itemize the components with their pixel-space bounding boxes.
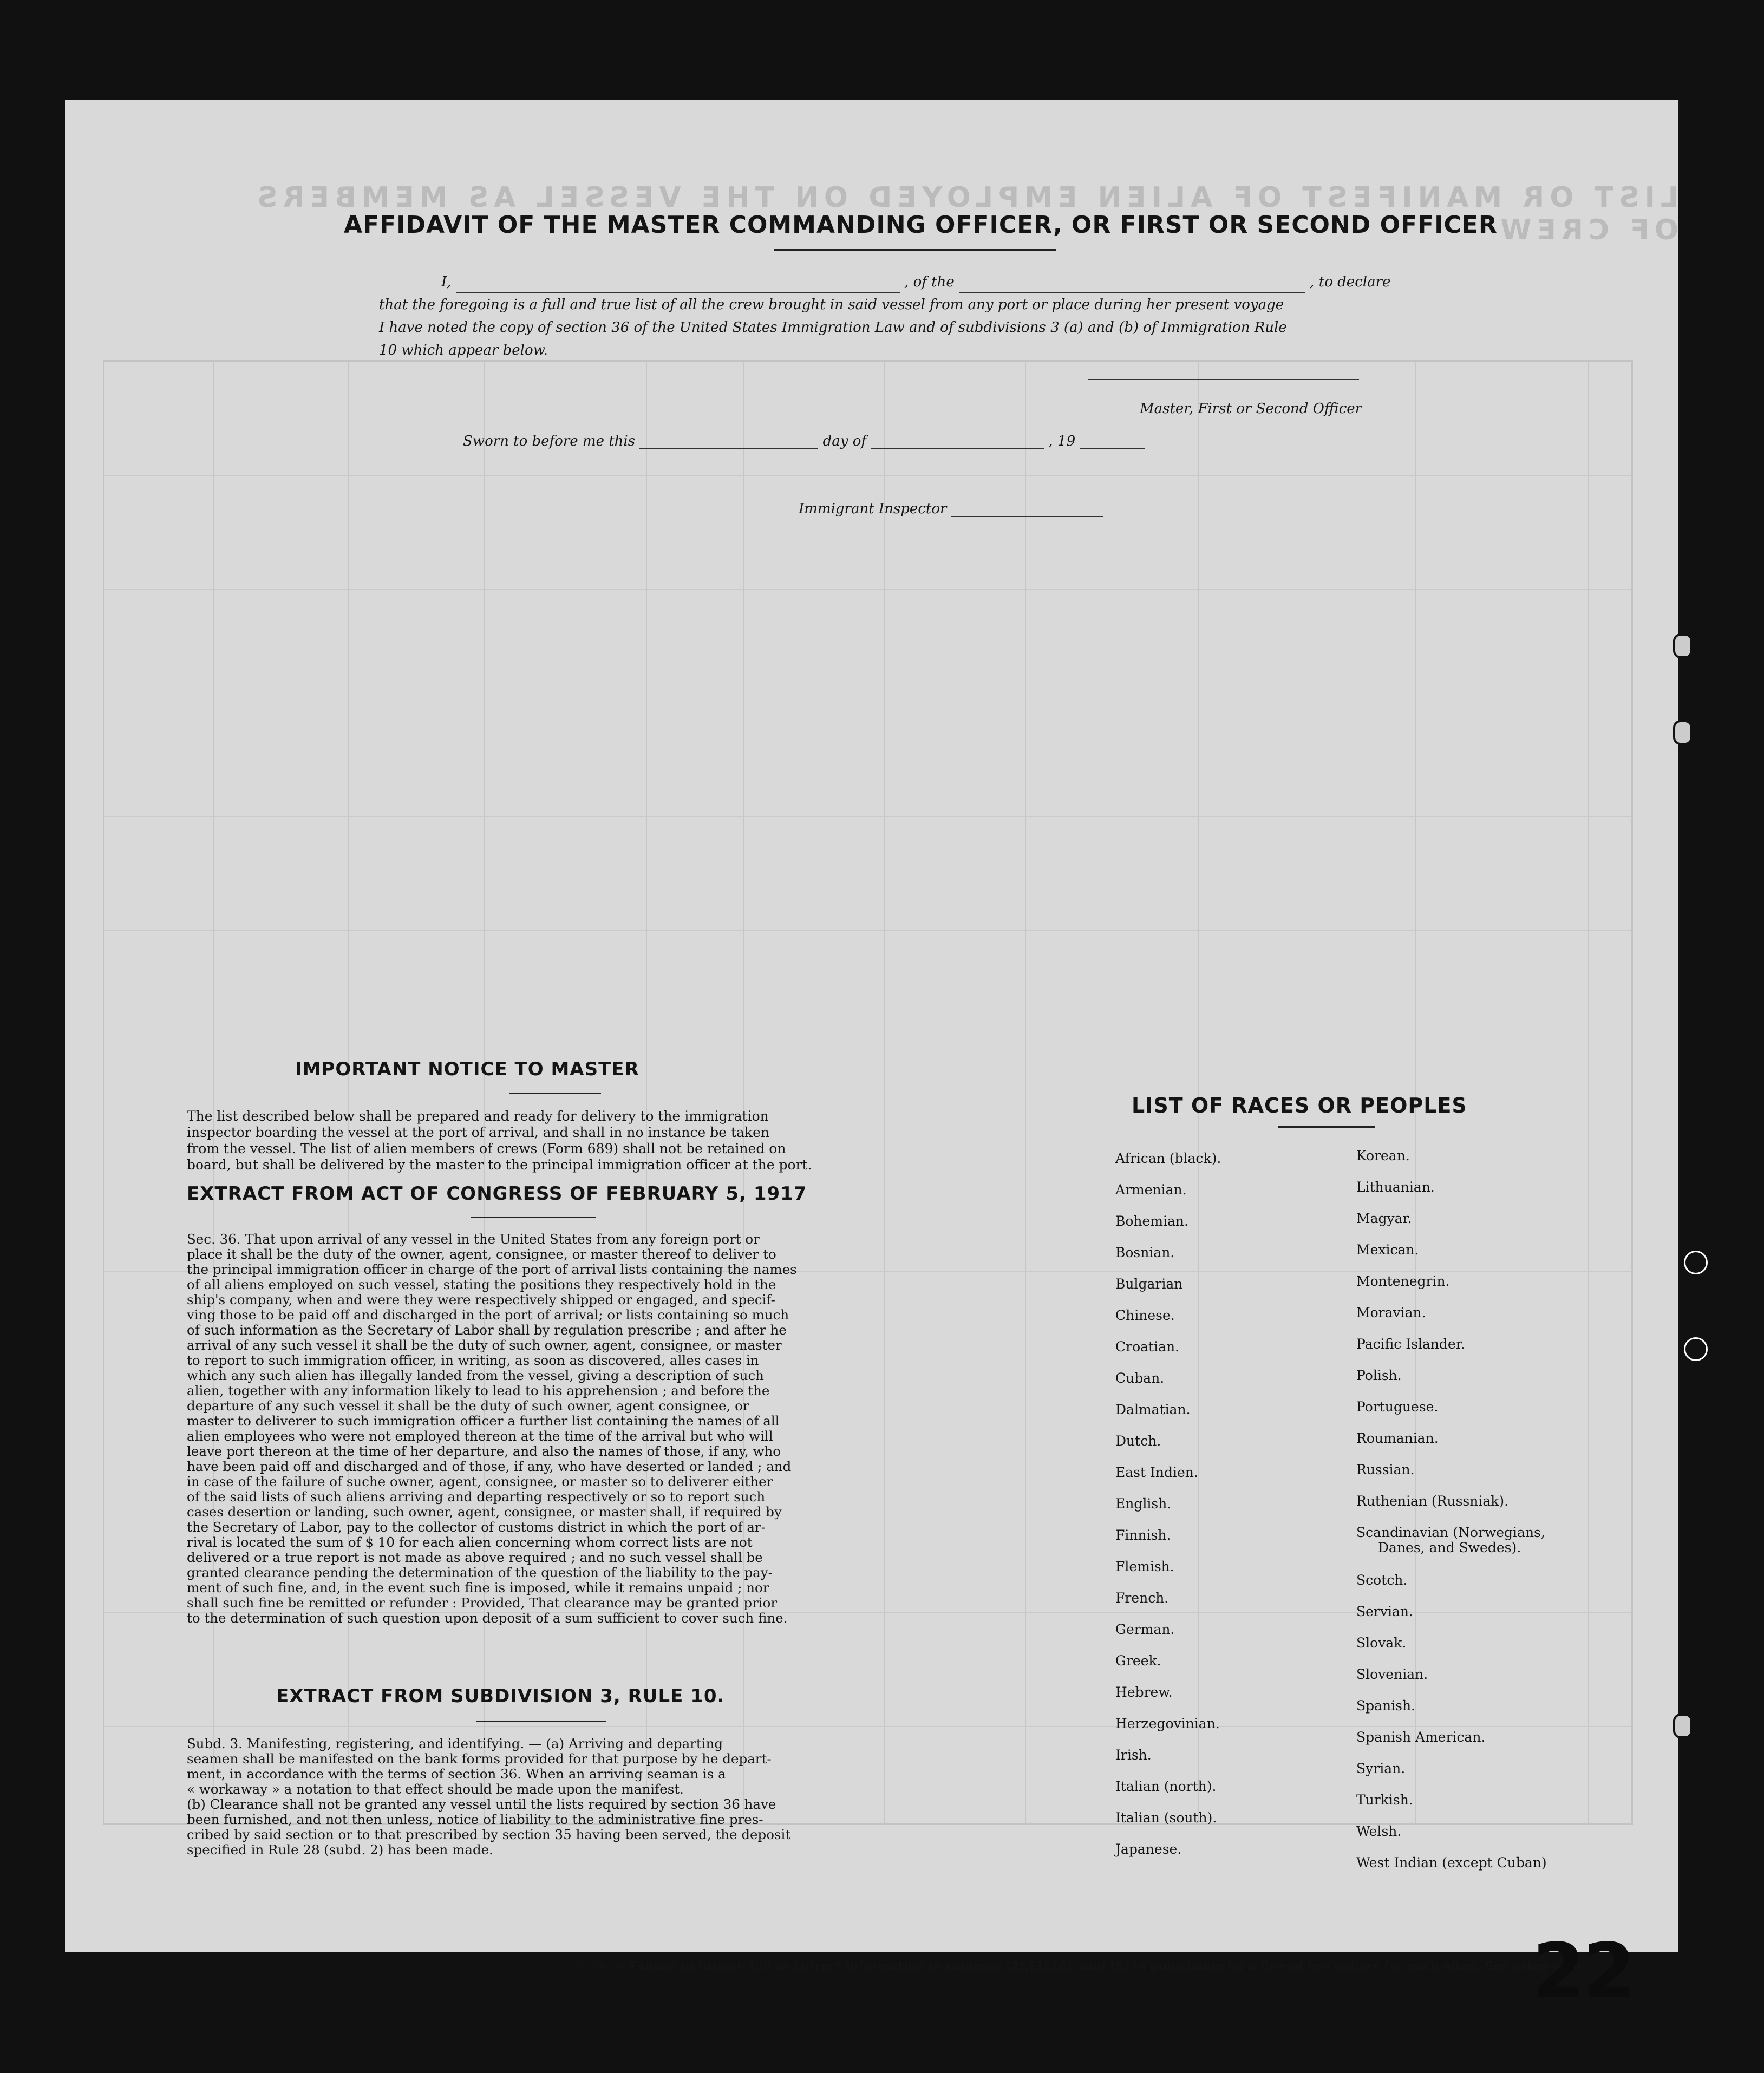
race-item: Hebrew. <box>1115 1684 1173 1700</box>
act-line: granted clearance pending the determination of the question of the liability to the pay- <box>187 1565 773 1580</box>
act-title: EXTRACT FROM ACT OF CONGRESS OF FEBRUARY 5, 1917 <box>187 1183 807 1205</box>
of-the-label: , of the <box>904 274 955 290</box>
race-item: Dalmatian. <box>1115 1402 1191 1417</box>
race-item: Spanish American. <box>1356 1729 1486 1745</box>
rule-text <box>187 1736 883 1858</box>
race-item: Armenian. <box>1115 1182 1187 1198</box>
race-item: Pacific Islander. <box>1356 1336 1465 1352</box>
inspector-line <box>799 501 1103 517</box>
race-item: Slovenian. <box>1356 1666 1428 1682</box>
race-item: West Indian (except Cuban) <box>1356 1855 1547 1871</box>
act-line: have been paid off and discharged and of those, if any, who have deserted or landed ; and <box>187 1459 792 1474</box>
act-line: of the said lists of such aliens arriving and departing respectively or so to report such <box>187 1489 766 1505</box>
race-item: African (black). <box>1115 1150 1221 1166</box>
race-item: Polish. <box>1356 1368 1402 1383</box>
day-of-label: day of <box>822 433 866 449</box>
act-line: ment of such fine, and, in the event such fine is imposed, while it remains unpaid ; nor <box>187 1580 769 1595</box>
act-line: shall such fine be remitted or refunder : Provided, That clearance may be granted prior <box>187 1595 778 1611</box>
rule-line: ment, in accordance with the terms of section 36. When an arriving seaman is a <box>187 1766 726 1782</box>
race-item: Syrian. <box>1356 1761 1406 1776</box>
inspector-label: Immigrant Inspector <box>799 501 947 517</box>
notice-line: board, but shall be delivered by the master to the principal immigration officer at the port. <box>187 1157 812 1173</box>
race-item: Ruthenian (Russniak). <box>1356 1493 1509 1509</box>
race-item: Roumanian. <box>1356 1430 1439 1446</box>
signature-blank[interactable] <box>1088 379 1359 380</box>
race-item: Mexican. <box>1356 1242 1419 1258</box>
races-title: LIST OF RACES OR PEOPLES <box>1132 1094 1467 1117</box>
race-item: Moravian. <box>1356 1305 1426 1320</box>
binder-ring-mark <box>1684 1251 1708 1274</box>
race-item: Flemish. <box>1115 1559 1174 1574</box>
affidavit-title: AFFIDAVIT OF THE MASTER COMMANDING OFFICER, OR FIRST OR SECOND OFFICER <box>344 211 1498 239</box>
race-item: Italian (south). <box>1115 1810 1217 1826</box>
race-item: Scandinavian (Norwegians, <box>1356 1525 1545 1540</box>
act-line: which any such alien has illegally landed from the vessel, giving a description of such <box>187 1368 764 1383</box>
race-item: Bohemian. <box>1115 1213 1188 1229</box>
race-item: Slovak. <box>1356 1635 1407 1651</box>
race-item: Lithuanian. <box>1356 1179 1435 1195</box>
act-line: Sec. 36. That upon arrival of any vessel in the United States from any foreign port or <box>187 1231 760 1247</box>
act-line: place it shall be the duty of the owner, agent, consignee, or master thereof to deliver to <box>187 1246 776 1262</box>
note-label: Note. <box>577 1960 610 1973</box>
act-line: to the determination of such question upon deposit of a sum sufficient to cover such fine. <box>187 1610 788 1626</box>
affidavit-body <box>379 271 1489 362</box>
rule-underline <box>476 1721 606 1722</box>
notice-underline <box>509 1093 601 1094</box>
race-item: Japanese. <box>1115 1841 1182 1857</box>
race-item: Turkish. <box>1356 1792 1413 1808</box>
race-item: Croatian. <box>1115 1339 1180 1355</box>
notice-title: IMPORTANT NOTICE TO MASTER <box>295 1058 639 1080</box>
rule-line: seamen shall be manifested on the bank forms provided for that purpose by he depart- <box>187 1751 772 1767</box>
act-line: delivered or a true report is not made as above required ; and no such vessel shall be <box>187 1549 763 1565</box>
declarant-label: I, <box>441 274 452 290</box>
race-item: Servian. <box>1356 1604 1413 1619</box>
race-item: Magyar. <box>1356 1211 1412 1226</box>
race-item: Cuban. <box>1115 1370 1165 1386</box>
sworn-month-blank[interactable] <box>871 448 1044 449</box>
race-item: Danes, and Swedes). <box>1378 1540 1521 1555</box>
affidavit-line-1 <box>379 271 1489 293</box>
year-prefix-label: , 19 <box>1048 433 1076 449</box>
notice-line: The list described below shall be prepared and ready for delivery to the immigration <box>187 1108 769 1124</box>
notice-line: from the vessel. The list of alien members of crews (Form 689) shall not be retained on <box>187 1141 786 1156</box>
races-left-column <box>1115 1150 1221 1873</box>
race-item: Russian. <box>1356 1462 1415 1477</box>
race-item: Welsh. <box>1356 1823 1402 1839</box>
sworn-year-blank[interactable] <box>1080 448 1145 449</box>
act-line: of all aliens employed on such vessel, stating the positions they respectively hold in the <box>187 1277 776 1292</box>
rule-line: been furnished, and not then unless, notice of liability to the administrative fine pres- <box>187 1812 763 1827</box>
race-item: East Indien. <box>1115 1464 1198 1480</box>
punch-hole <box>1673 633 1693 658</box>
page-number-stamp: 22 <box>1532 1927 1634 2016</box>
race-item: Chinese. <box>1115 1307 1175 1323</box>
footer-note <box>577 1960 1582 1973</box>
affidavit-line-2: that the foregoing is a full and true list of all the crew brought in said vessel from any port or place during her present voyage <box>379 297 1284 313</box>
race-item: English. <box>1115 1496 1172 1512</box>
act-line: cases desertion or landing, such owner, agent, consignee, or master shall, if required by <box>187 1504 782 1520</box>
inspector-signature-blank[interactable] <box>951 516 1103 517</box>
punch-hole <box>1673 1714 1693 1738</box>
rule-line: specified in Rule 28 (subd. 2) has been made. <box>187 1842 493 1858</box>
act-line: ving those to be paid off and discharged in the port of arrival; or lists containing so much <box>187 1307 789 1323</box>
title-underline <box>774 249 1056 251</box>
act-line: of such information as the Secretary of Labor shall by regulation prescribe ; and after he <box>187 1322 787 1338</box>
sworn-day-blank[interactable] <box>639 448 818 449</box>
race-item: Finnish. <box>1115 1527 1171 1543</box>
sworn-line <box>463 433 1167 449</box>
rule-title: EXTRACT FROM SUBDIVISION 3, RULE 10. <box>276 1685 725 1707</box>
race-item: Scotch. <box>1356 1572 1408 1588</box>
act-line: the principal immigration officer in charge of the port of arrival lists containing the names <box>187 1261 797 1277</box>
binder-ring-mark <box>1684 1337 1708 1361</box>
punch-hole <box>1673 720 1693 745</box>
act-text <box>187 1232 883 1626</box>
rule-line: (b) Clearance shall not be granted any vessel until the lists required by section 36 have <box>187 1796 776 1812</box>
rule-line: Subd. 3. Manifesting, registering, and identifying. — (a) Arriving and departing <box>187 1736 723 1751</box>
race-item: French. <box>1115 1590 1169 1606</box>
race-item: Irish. <box>1115 1747 1152 1763</box>
act-line: to report to such immigration officer, in writing, as soon as discovered, alles cases in <box>187 1352 759 1368</box>
race-item: Herzegovinian. <box>1115 1716 1220 1731</box>
sworn-label: Sworn to before me this <box>463 433 636 449</box>
race-item: Montenegrin. <box>1356 1273 1450 1289</box>
notice-line: inspector boarding the vessel at the port of arrival, and shall in no instance be taken <box>187 1124 769 1140</box>
act-underline <box>471 1217 596 1218</box>
act-line: departure of any such vessel it shall be the duty of such owner, agent consignee, or <box>187 1398 749 1414</box>
races-underline <box>1278 1126 1375 1128</box>
race-item: Korean. <box>1356 1148 1410 1163</box>
race-item: Portuguese. <box>1356 1399 1439 1415</box>
act-line: alien, together with any information likely to lead to his apprehension ; and before the <box>187 1383 770 1398</box>
act-line: ship's company, when and were they were respectively shipped or engaged, and specif- <box>187 1292 775 1307</box>
act-line: alien employees who were not employed thereon at the time of the arrival but who will <box>187 1428 773 1444</box>
act-line: arrival of any such vessel it shall be the duty of such owner, agent, consignee, or master <box>187 1337 782 1353</box>
race-item: German. <box>1115 1621 1175 1637</box>
signature-label: Master, First or Second Officer <box>1140 401 1362 417</box>
race-item: Spanish. <box>1356 1698 1416 1714</box>
race-item: Bulgarian <box>1115 1276 1183 1292</box>
race-item: Italian (north). <box>1115 1778 1217 1794</box>
note-text: — Failure to furnish full or correct information in columns (2),(3),(4), and (5) in punishable by a fine of ten dollars for each alien. See other side <box>613 1960 1582 1973</box>
race-item: Dutch. <box>1115 1433 1161 1449</box>
race-item: Greek. <box>1115 1653 1161 1669</box>
rule-line: cribed by said section or to that prescribed by section 35 having been served, the deposit <box>187 1827 791 1842</box>
act-line: the Secretary of Labor, pay to the collector of customs district in which the port of ar- <box>187 1519 766 1535</box>
to-declare-label: , to declare <box>1310 274 1391 290</box>
act-line: rival is located the sum of $ 10 for each alien concerning whom correct lists are not <box>187 1534 753 1550</box>
act-line: in case of the failure of suche owner, agent, consignee, or master so to deliverer either <box>187 1474 773 1489</box>
ghost-header: LIST OR MANIFEST OF ALIEN EMPLOYED ON THE VESSEL AS MEMBERS OF CREW <box>252 181 1678 246</box>
rule-line: « workaway » a notation to that effect should be made upon the manifest. <box>187 1781 684 1797</box>
act-line: master to deliverer to such immigration officer a further list containing the names of all <box>187 1413 780 1429</box>
affidavit-line-3: I have noted the copy of section 36 of the United States Immigration Law and of subdivisions 3 (a) and (b) of Immigration Rule <box>379 319 1287 336</box>
affidavit-line-4: 10 which appear below. <box>379 342 548 358</box>
act-line: leave port thereon at the time of her departure, and also the names of those, if any, who <box>187 1443 781 1459</box>
notice-text <box>187 1108 883 1173</box>
races-right-column <box>1356 1148 1547 1886</box>
race-item: Bosnian. <box>1115 1245 1175 1260</box>
